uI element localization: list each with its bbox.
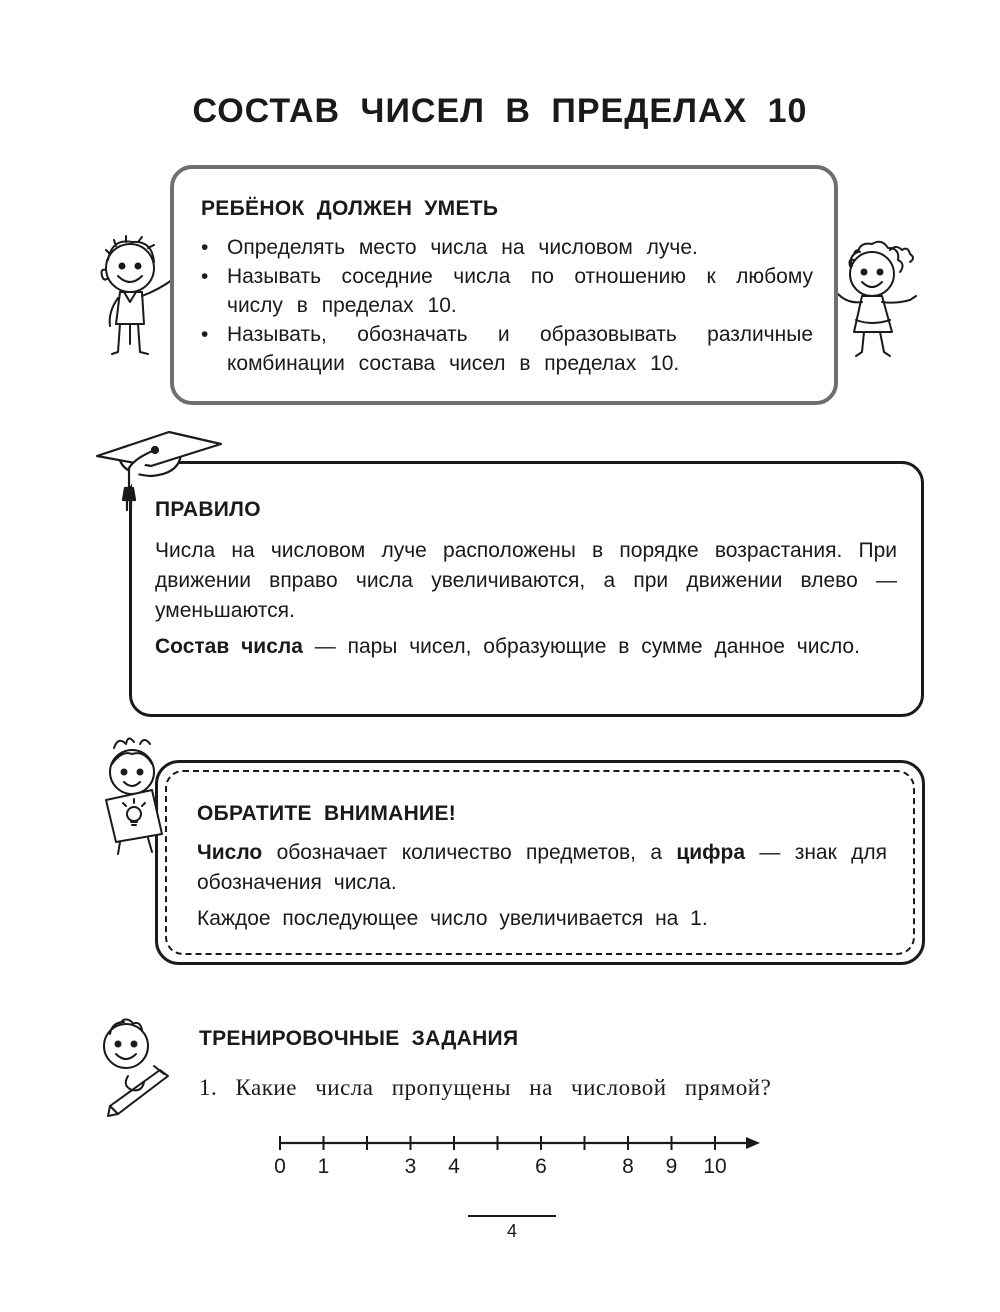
task-1 <box>199 1075 771 1101</box>
list-item: • Называть соседние числа по отношению к любому числу в пределах 10. <box>201 262 813 320</box>
number-line-label: 0 <box>274 1155 286 1178</box>
arrow-right-icon <box>746 1137 760 1149</box>
rule-paragraph: Числа на числовом луче расположены в порядке возрастания. При движении вправо числа увеличиваются, а при движении влево — уменьшаются. <box>155 539 897 622</box>
boy-with-pencil-icon <box>98 1018 178 1118</box>
note-heading: ОБРАТИТЕ ВНИМАНИЕ! <box>197 802 457 825</box>
rule-text <box>155 536 897 668</box>
note-box-dashed-border <box>165 770 915 955</box>
page-number: 4 <box>506 1221 517 1241</box>
graduation-cap-icon <box>95 430 225 512</box>
note-paragraph <box>197 838 887 898</box>
task-text: Какие числа пропущены на числовой прямой? <box>235 1075 772 1100</box>
girl-icon <box>832 236 924 364</box>
rule-definition <box>155 632 897 662</box>
skills-list <box>201 233 813 378</box>
note-term-digit: цифра <box>676 841 746 864</box>
number-line-label: 3 <box>404 1155 417 1178</box>
note-text-part: обозначает количество предметов, а <box>262 841 677 864</box>
page-title: СОСТАВ ЧИСЕЛ В ПРЕДЕЛАХ 10 <box>192 92 808 130</box>
boy-icon <box>96 232 178 360</box>
rule-box <box>129 461 924 717</box>
rule-definition-text: — пары чисел, образующие в сумме данное число. <box>302 635 860 658</box>
training-heading: ТРЕНИРОВОЧНЫЕ ЗАДАНИЯ <box>199 1027 519 1050</box>
skills-box <box>170 165 838 405</box>
number-line-label: 1 <box>317 1155 330 1178</box>
footer-rule <box>468 1215 556 1217</box>
number-line-label: 10 <box>703 1155 727 1178</box>
girl-with-card-icon <box>96 736 180 860</box>
number-line <box>270 1130 770 1156</box>
skills-heading: РЕБЁНОК ДОЛЖЕН УМЕТЬ <box>201 197 499 220</box>
note-paragraph: Каждое последующее число увеличивается на 1. <box>197 907 708 930</box>
number-line-label: 9 <box>665 1155 678 1178</box>
number-line-label: 6 <box>535 1155 547 1178</box>
note-text <box>197 838 887 940</box>
list-item: • Определять место числа на числовом луче. <box>201 233 813 262</box>
rule-term: Состав числа <box>155 635 303 658</box>
number-line-label: 4 <box>448 1155 460 1178</box>
note-term-number: Число <box>197 841 263 864</box>
note-text-part: — знак для обозначения числа. <box>197 841 887 894</box>
task-number: 1. <box>199 1075 218 1100</box>
number-line-label: 8 <box>622 1155 634 1178</box>
rule-heading: ПРАВИЛО <box>155 498 261 521</box>
list-item: • Называть, обозначать и образовывать различные комбинации состава чисел в пределах 10. <box>201 320 813 378</box>
